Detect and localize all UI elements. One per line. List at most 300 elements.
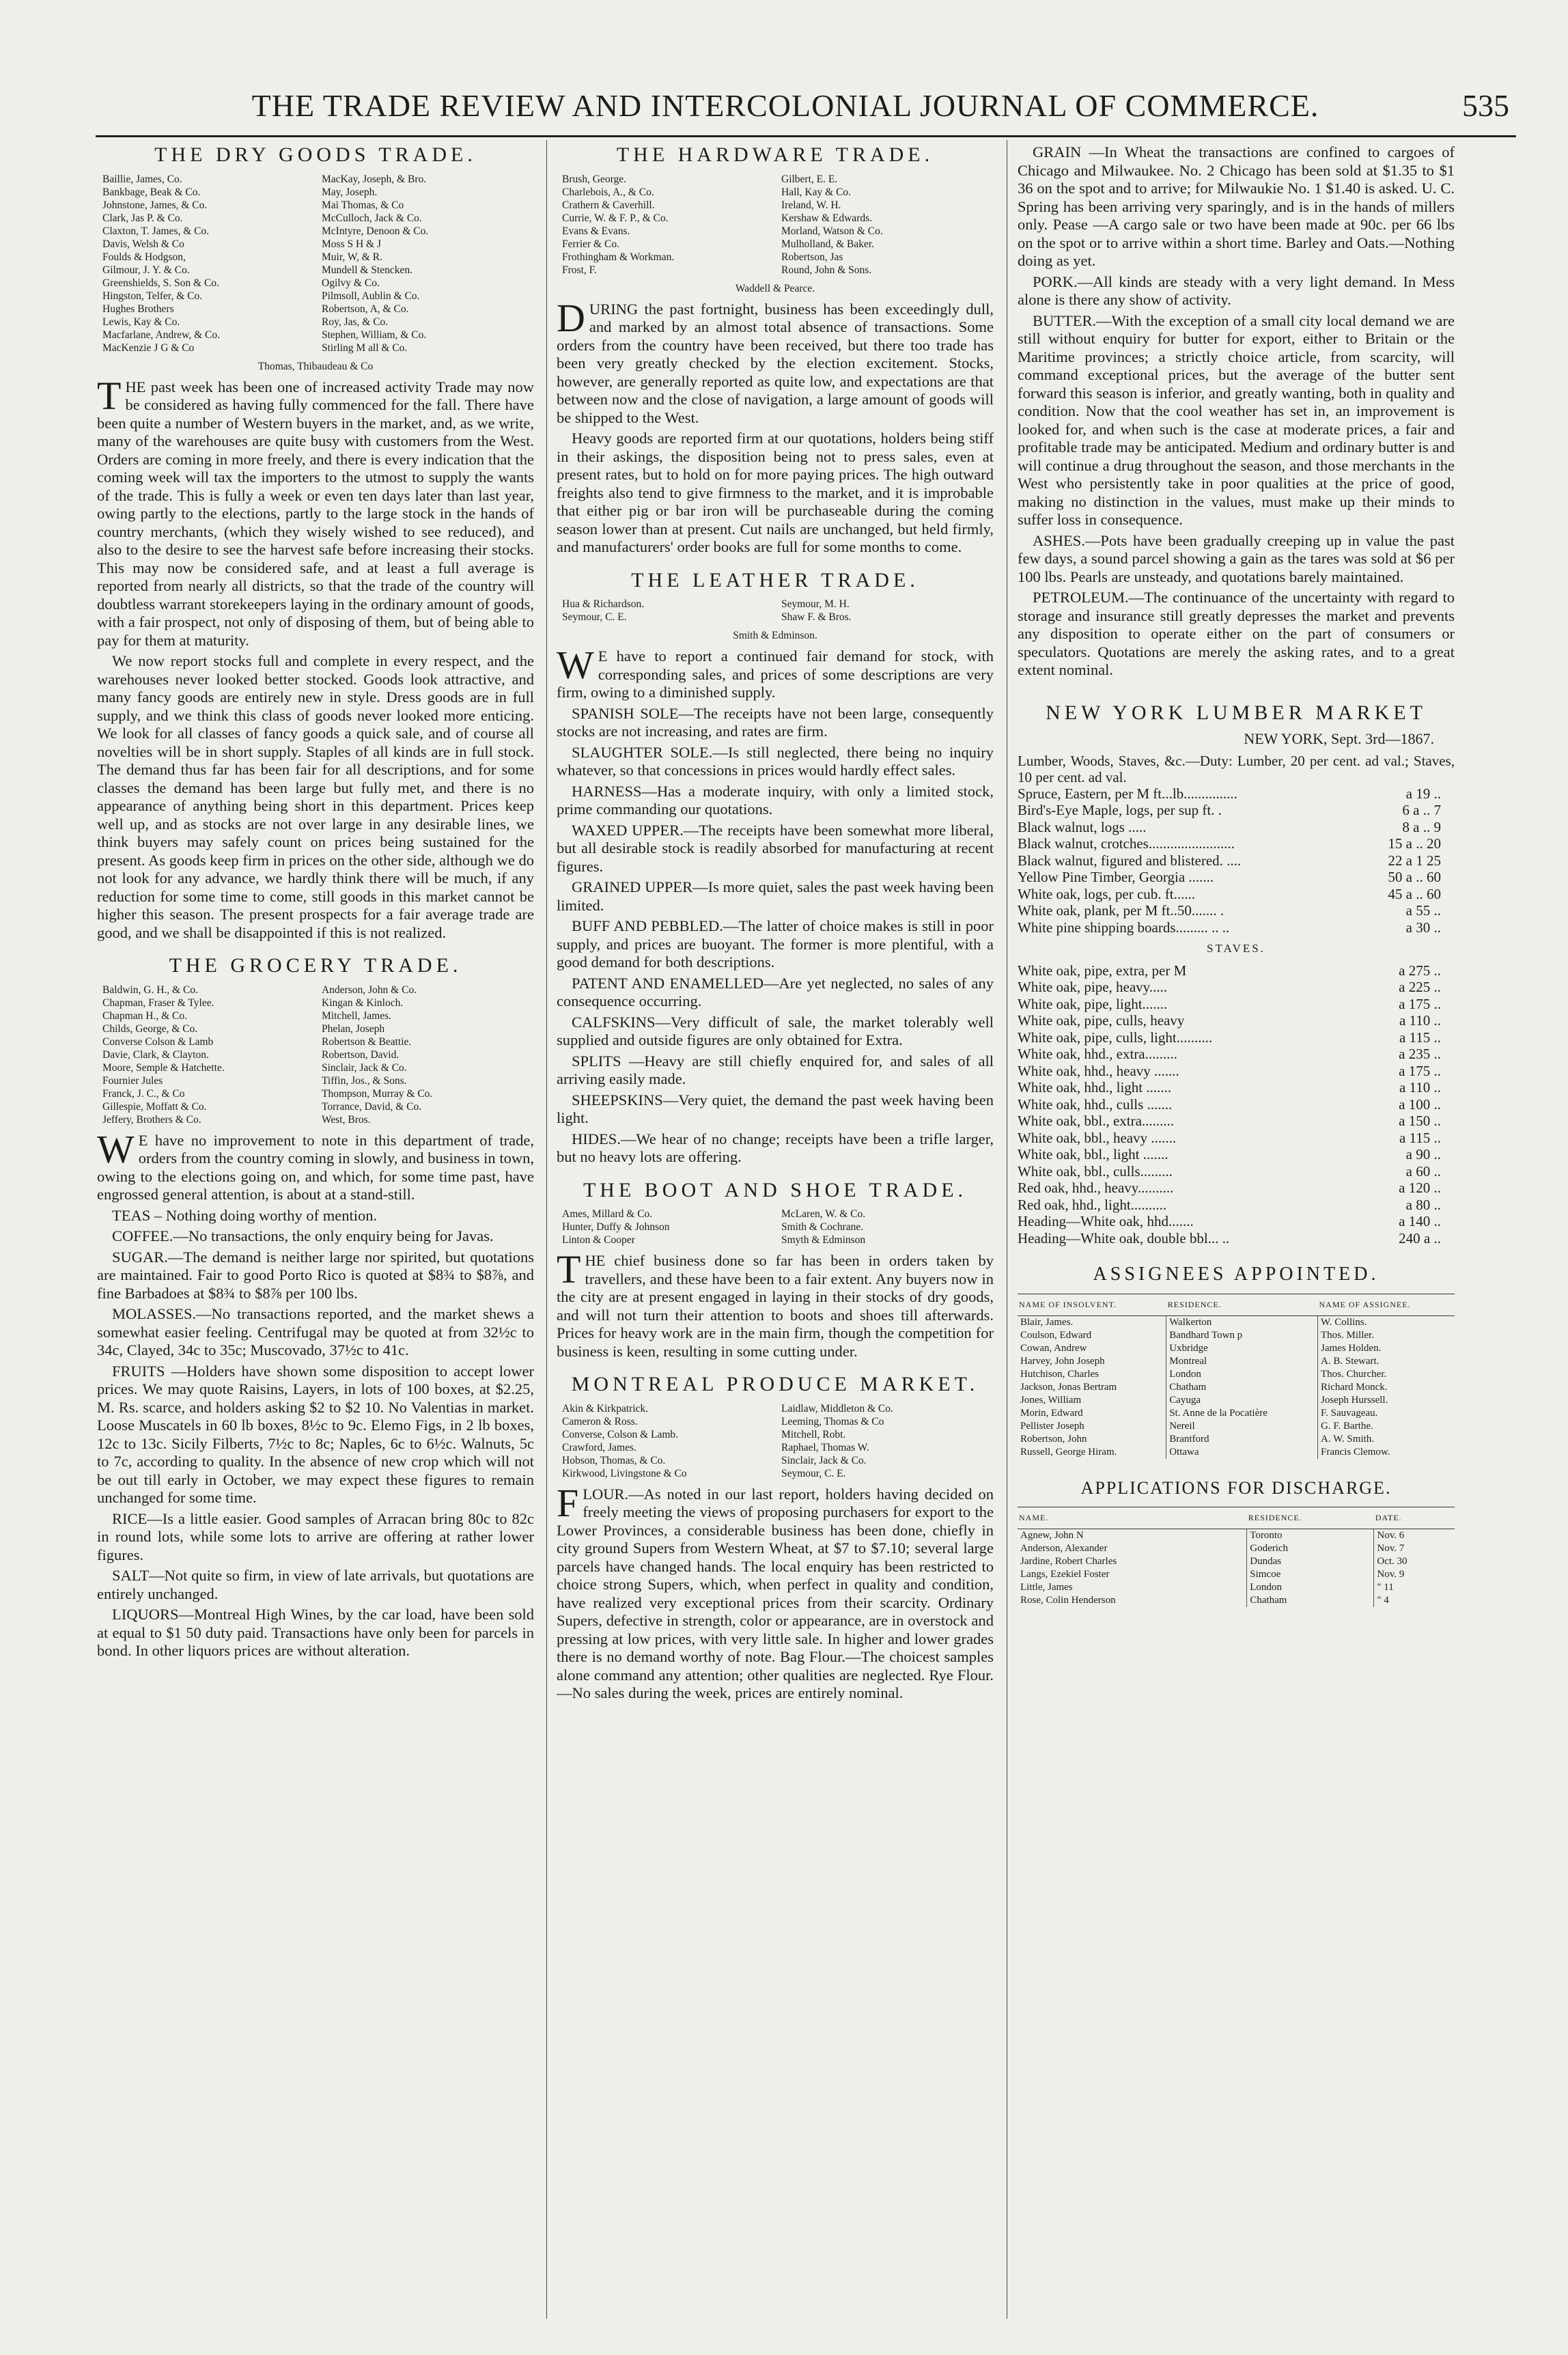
firm-name: Roy, Jas, & Co. — [322, 316, 389, 328]
produce-paragraph: PETROLEUM.—The continuance of the uncertainty with regard to storage and insurance still greatly depresses the market and prevents any disposition to operate either on the part of consumers or speculators. Quotations are merely the asking rates, and to a great extent nominal. — [1018, 589, 1455, 678]
leather-firm-last: Smith & Edminson. — [733, 630, 817, 641]
table-cell: Toronto — [1247, 1529, 1374, 1543]
table-cell: London — [1247, 1581, 1374, 1594]
firm-name: Torrance, David, & Co. — [322, 1100, 422, 1113]
table-cell: Rose, Colin Henderson — [1020, 1595, 1116, 1606]
firm-name: West, Bros. — [322, 1113, 371, 1126]
firm-name: McLaren, W. & Co. — [781, 1208, 866, 1220]
discharge-title: APPLICATIONS FOR DISCHARGE. — [1080, 1477, 1392, 1498]
produce-paragraph: ASHES.—Pots have been gradually creeping up in value the past few days, a sound parcel showing a gain as the tares was sold at $6 per 100 lbs. Pearls are unsteady, and quotations barely maintained. — [1018, 531, 1455, 585]
price-row — [1018, 1213, 1455, 1230]
table-cell: Simcoe — [1247, 1568, 1374, 1581]
firm-name: Seymour, C. E. — [562, 611, 627, 623]
hardware-paragraph: Heavy goods are reported firm at our quotations, holders being stiff in their askings, the disposition being not to press sales, even at present rates, but to hold on for more paying prices. The high outward freights also tend to give firmness to the market, and it is improbable that either pig or bar iron will be purchaseable during the coming season lower than at present. Cut nails are unchanged, but held firmly, and manufacturers' order books are full for some months to come. — [557, 430, 994, 555]
table-cell: Thos. Miller. — [1318, 1329, 1455, 1342]
table-cell: Langs, Ezekiel Foster — [1020, 1569, 1110, 1580]
price-value: 15 a .. 20 — [1388, 835, 1441, 852]
grocery-paragraph: TEAS – Nothing doing worthy of mention. — [112, 1206, 378, 1224]
firm-name: Jeffery, Brothers & Co. — [102, 1113, 201, 1126]
price-row — [1018, 996, 1455, 1013]
price-row — [1018, 1180, 1455, 1197]
price-row — [1018, 962, 1455, 979]
grocery-paragraph: MOLASSES.—No transactions reported, and the market shews a somewhat easier feeling. Centrifugal may be quoted at from 32½c to 34c, Clayed, 34c to 35c; Muscovado, 37½c to 41c. — [97, 1305, 534, 1358]
table-row — [1018, 1581, 1455, 1594]
table-cell: Chatham — [1166, 1381, 1318, 1394]
firm-name: Gilmour, J. Y. & Co. — [102, 264, 190, 276]
hardware-firm-list — [562, 173, 988, 277]
assignees-table — [1018, 1294, 1455, 1459]
table-cell: Oct. 30 — [1374, 1555, 1455, 1568]
price-value: a 19 .. — [1405, 785, 1441, 802]
price-item: Bird's-Eye Maple, logs, per sup ft. . — [1018, 802, 1222, 818]
firm-name: Hunter, Duffy & Johnson — [562, 1221, 670, 1233]
firm-name: Mai Thomas, & Co — [322, 199, 404, 211]
price-item: Spruce, Eastern, per M ft...lb............... — [1018, 785, 1237, 802]
grocery-paragraph: SUGAR.—The demand is neither large nor spirited, but quotations are maintained. Fair to good Porto Rico is quoted at $8¾ to $8⅞, and fine Barbadoes at $8¾ to $8⅞ per 100 lbs. — [97, 1248, 534, 1302]
price-item: Black walnut, logs ..... — [1018, 818, 1147, 835]
table-header: NAME. — [1018, 1507, 1247, 1529]
firm-name: Converse Colson & Lamb — [102, 1035, 214, 1048]
firm-name: Gillespie, Moffatt & Co. — [102, 1100, 207, 1113]
firm-name: Mundell & Stencken. — [322, 264, 413, 276]
price-value: a 120 .. — [1399, 1180, 1441, 1196]
table-row — [1018, 1420, 1455, 1433]
price-item: Heading—White oak, hhd....... — [1018, 1213, 1194, 1229]
price-item: Black walnut, crotches........................ — [1018, 835, 1235, 852]
price-row — [1018, 1163, 1455, 1180]
firm-name: Brush, George. — [562, 173, 626, 185]
leather-paragraph: HIDES.—We hear of no change; receipts have been a trifle larger, but no heavy lots are offering. — [557, 1130, 994, 1165]
dry-goods-firm-last: Thomas, Thibaudeau & Co — [257, 360, 374, 372]
table-cell: Joseph Hurssell. — [1318, 1394, 1455, 1407]
staves-price-list — [1018, 962, 1455, 1247]
price-value: a 235 .. — [1399, 1046, 1441, 1062]
firm-name: Converse, Colson & Lamb. — [562, 1428, 679, 1440]
firm-name: Seymour, M. H. — [781, 598, 850, 610]
dry-goods-paragraph: We now report stocks full and complete in every respect, and the warehouses never looked better stocked. Goods look attractive, and many fancy goods are entirely new in style. Dress goods are in full supply, and we think this class of goods never looked more enticing. We look for all classes of fancy goods a quick sale, and of course all novelties will be in short supply. Staples of all kinds are in full stock. The demand thus far has been fair for all descriptions, and for some classes the demand has been large but fully met, and there is no appearance of anything being short in this department. Prices keep well up, and as stocks are not over large in any desirable lines, we think buyers may safely count on prices being sustained for the present. As goods keep firm in prices on the other side, although we do not look for any advance, we hardly think there will be much, if any reduction for some time to come, still goods in this market cannot be higher this season. The present prospects for a fair average trade are good, and we shall be disappointed if this is not realized. — [97, 652, 534, 941]
firm-name: Kingan & Kinloch. — [322, 997, 404, 1009]
firm-name: Crawford, James. — [562, 1441, 636, 1453]
price-row — [1018, 869, 1455, 886]
firm-name: Bankbage, Beak & Co. — [102, 186, 201, 198]
table-cell: Thos. Churcher. — [1318, 1368, 1455, 1381]
firm-name: Kirkwood, Livingstone & Co — [562, 1467, 687, 1479]
produce-paragraph: FLOUR.—As noted in our last report, holders having decided on freely meeting the views of proposing purchasers for export to the Lower Provinces, a considerable business has been done, chiefly in city ground Supers from Western Wheat, at $7 to $7.10; several large parcels have changed hands. The local enquiry has been restricted to choice strong Supers, which, when perfect in quality and condition, have realized very exceptional prices from their scarcity. Ordinary Supers, defective in strength, color or appearance, are in overstock and pressing at low prices, with very little sale. In higher and lower grades there is no demand worthy of note. Bag Flour.—The choicest samples alone command any attention; other qualities are neglected. Rye Flour.—No sales during the week, prices are entirely nominal. — [557, 1480, 994, 1701]
table-cell: St. Anne de la Pocatière — [1166, 1407, 1318, 1420]
table-header: NAME OF INSOLVENT. — [1018, 1294, 1166, 1315]
price-row — [1018, 979, 1455, 996]
firm-name: Hughes Brothers — [102, 303, 174, 315]
boot-shoe-title: THE BOOT AND SHOE TRADE. — [583, 1178, 968, 1201]
leather-paragraph: GRAINED UPPER—Is more quiet, sales the past week having been limited. — [557, 878, 994, 914]
firm-name: Greenshields, S. Son & Co. — [102, 277, 219, 289]
price-item: White oak, hhd., light ....... — [1018, 1079, 1172, 1096]
price-value: a 140 .. — [1399, 1213, 1441, 1229]
price-item: White oak, logs, per cub. ft...... — [1018, 885, 1196, 902]
firm-name: Frothingham & Workman. — [562, 251, 675, 263]
price-item: White oak, pipe, extra, per M — [1018, 962, 1187, 979]
leather-paragraph: SPANISH SOLE—The receipts have not been large, consequently stocks are not increasing, and rates are firm. — [557, 704, 994, 740]
table-row — [1018, 1342, 1455, 1355]
table-cell: W. Collins. — [1318, 1315, 1455, 1329]
firm-name: Baldwin, G. H., & Co. — [102, 984, 198, 996]
leather-paragraph: CALFSKINS—Very difficult of sale, the market tolerably well supplied and outside figures are only obtained for Extra. — [557, 1013, 994, 1048]
firm-name: Claxton, T. James, & Co. — [102, 225, 210, 237]
price-item: White oak, hhd., heavy ....... — [1018, 1062, 1179, 1079]
firm-name: Macfarlane, Andrew, & Co. — [102, 329, 221, 341]
hardware-paragraph: DURING the past fortnight, business has been exceedingly dull, and marked by an almost total absence of transactions. Some orders from the country have been received, but there too trade has been very greatly checked by the election excitement. Stocks, however, are generally reported as quite low, and expectations are that between now and the close of navigation, a large amount of goods will be shipped to the West. — [557, 295, 994, 426]
firm-name: Davis, Welsh & Co — [102, 238, 184, 250]
price-row — [1018, 902, 1455, 919]
table-row — [1018, 1446, 1455, 1459]
price-row — [1018, 785, 1455, 803]
firm-name: Johnstone, James, & Co. — [102, 199, 208, 211]
table-cell: Agnew, John N — [1020, 1530, 1084, 1541]
table-row — [1018, 1394, 1455, 1407]
price-value: a 90 .. — [1405, 1146, 1441, 1162]
firm-name: Currie, W. & F. P., & Co. — [562, 212, 669, 224]
firm-name: Hua & Richardson. — [562, 598, 645, 610]
column-2 — [557, 143, 994, 2302]
price-value: 8 a .. 9 — [1402, 818, 1441, 835]
price-row — [1018, 1146, 1455, 1163]
hardware-firm-last: Waddell & Pearce. — [735, 282, 815, 294]
firm-name: MacKay, Joseph, & Bro. — [322, 173, 427, 185]
table-row — [1018, 1529, 1455, 1543]
table-cell: Dundas — [1247, 1555, 1374, 1568]
dry-goods-paragraph: THE past week has been one of increased activity Trade may now be considered as having fully commenced for the fall. There have been quite a number of Western buyers in the market, and, as we write, many of the warehouses are quite busy with customers from the West. Orders are coming in more freely, and there is every indication that the coming week will tax the importers to the utmost to supply the wants of the trade. This is fully a week or even ten days later than last year, owing partly to the elections, partly to the large stock in the hands of country merchants, (which they wisely wished to see reduced), and also to the desire to see the harvest safe before increasing their stocks. This may now be considered safe, and at least a full average is reported from nearly all districts, so that the trade of the country will doubtless warrant storekeepers laying in the ordinary amount of goods, with a fair prospect, not only of disposing of them, but of being able to pay for them at maturity. — [97, 373, 534, 649]
grocery-firm-list — [102, 984, 529, 1126]
firm-name: Baillie, James, Co. — [102, 173, 182, 185]
table-row — [1018, 1594, 1455, 1607]
lumber-title: NEW YORK LUMBER MARKET — [1046, 701, 1427, 724]
price-value: a 30 .. — [1405, 919, 1441, 936]
firm-name: Stirling M all & Co. — [322, 342, 408, 354]
price-item: Yellow Pine Timber, Georgia ....... — [1018, 869, 1214, 885]
price-value: 45 a .. 60 — [1388, 885, 1441, 902]
table-cell: Francis Clemow. — [1318, 1446, 1455, 1459]
table-cell: London — [1166, 1368, 1318, 1381]
page-header — [109, 87, 1509, 128]
table-row — [1018, 1407, 1455, 1420]
produce-paragraph: PORK.—All kinds are steady with a very light demand. In Mess alone is there any show of activity. — [1018, 273, 1455, 308]
price-value: 50 a .. 60 — [1388, 869, 1441, 885]
price-row — [1018, 1029, 1455, 1046]
price-value: 22 a 1 25 — [1388, 852, 1441, 869]
price-item: White pine shipping boards......... .. .. — [1018, 919, 1230, 936]
firm-name: Moore, Semple & Hatchette. — [102, 1061, 225, 1074]
leather-paragraph: SPLITS —Heavy are still chiefly enquired for, and sales of all arriving easily made. — [557, 1052, 994, 1087]
firm-name: Hingston, Telfer, & Co. — [102, 290, 203, 302]
price-row — [1018, 1063, 1455, 1080]
table-cell: Goderich — [1247, 1542, 1374, 1555]
price-item: White oak, pipe, heavy..... — [1018, 979, 1168, 995]
table-cell: Nereil — [1166, 1420, 1318, 1433]
table-cell: Robertson, John — [1020, 1433, 1087, 1445]
table-row — [1018, 1315, 1455, 1329]
price-value: a 225 .. — [1399, 979, 1441, 995]
firm-name: MacKenzie J G & Co — [102, 342, 195, 354]
firm-name: Cameron & Ross. — [562, 1415, 638, 1427]
price-row — [1018, 802, 1455, 819]
firm-name: Stephen, William, & Co. — [322, 329, 427, 341]
firm-name: Leeming, Thomas & Co — [781, 1415, 884, 1427]
firm-name: Moss S H & J — [322, 238, 381, 250]
firm-name: McCulloch, Jack & Co. — [322, 212, 422, 224]
table-cell: Little, James — [1020, 1582, 1073, 1593]
price-value: a 150 .. — [1399, 1113, 1441, 1129]
table-cell: Harvey, John Joseph — [1020, 1355, 1105, 1367]
firm-name: Charlebois, A., & Co. — [562, 186, 654, 198]
firm-name: Kershaw & Edwards. — [781, 212, 873, 224]
table-header: DATE. — [1374, 1507, 1455, 1529]
price-row — [1018, 835, 1455, 852]
price-value: 6 a .. 7 — [1402, 802, 1441, 818]
price-value: a 110 .. — [1399, 1012, 1441, 1029]
produce-firm-list — [562, 1402, 988, 1480]
grocery-paragraph: RICE—Is a little easier. Good samples of Arracan bring 80c to 82c in round lots, while some lots to arrive are offering at rather lower figures. — [97, 1509, 534, 1563]
table-cell: Uxbridge — [1166, 1342, 1318, 1355]
table-cell: Jackson, Jonas Bertram — [1020, 1381, 1117, 1393]
firm-name: McIntyre, Denoon & Co. — [322, 225, 429, 237]
firm-name: Robertson, David. — [322, 1048, 400, 1061]
price-row — [1018, 1046, 1455, 1063]
table-row — [1018, 1381, 1455, 1394]
firm-name: Fournier Jules — [102, 1074, 163, 1087]
header-rule — [96, 135, 1516, 137]
price-value: a 110 .. — [1399, 1079, 1441, 1096]
price-item: White oak, plank, per M ft..50....... . — [1018, 902, 1224, 919]
table-row — [1018, 1329, 1455, 1342]
table-cell: Jardine, Robert Charles — [1020, 1556, 1117, 1567]
table-cell: Anderson, Alexander — [1020, 1543, 1108, 1554]
page-number: 535 — [1462, 88, 1509, 123]
firm-name: Seymour, C. E. — [781, 1467, 846, 1479]
price-value: a 175 .. — [1399, 995, 1441, 1012]
leather-paragraph: WAXED UPPER.—The receipts have been somewhat more liberal, but all desirable stock is readily absorbed for manufacturing at recent figures. — [557, 821, 994, 875]
table-cell: " 4 — [1374, 1594, 1455, 1607]
price-row — [1018, 1012, 1455, 1029]
leather-paragraph: PATENT AND ENAMELLED—Are yet neglected, no sales of any consequence occurring. — [557, 974, 994, 1009]
firm-name: Phelan, Joseph — [322, 1022, 385, 1035]
firm-name: Laidlaw, Middleton & Co. — [781, 1402, 893, 1415]
firm-name: Pilmsoll, Aublin & Co. — [322, 290, 420, 302]
table-cell: A. W. Smith. — [1318, 1433, 1455, 1446]
leather-title: THE LEATHER TRADE. — [631, 568, 919, 591]
price-item: White oak, bbl., culls......... — [1018, 1162, 1173, 1180]
leather-firm-list — [562, 598, 988, 624]
firm-name: Ogilvy & Co. — [322, 277, 380, 289]
firm-name: Mulholland, & Baker. — [781, 238, 875, 250]
table-cell: " 11 — [1374, 1581, 1455, 1594]
price-item: White oak, hhd., extra......... — [1018, 1046, 1177, 1062]
price-item: White oak, bbl., light ....... — [1018, 1146, 1168, 1162]
table-cell: Blair, James. — [1020, 1316, 1074, 1328]
table-cell: Montreal — [1166, 1355, 1318, 1368]
table-header: NAME OF ASSIGNEE. — [1318, 1294, 1455, 1315]
firm-name: Mitchell, Robt. — [781, 1428, 846, 1440]
table-cell: F. Sauvageau. — [1318, 1407, 1455, 1420]
boot-shoe-firm-list — [562, 1208, 988, 1246]
price-row — [1018, 852, 1455, 869]
price-row — [1018, 886, 1455, 903]
price-value: a 275 .. — [1399, 962, 1441, 979]
lumber-dateline: NEW YORK, Sept. 3rd—1867. — [1244, 730, 1434, 747]
grocery-paragraph: COFFEE.—No transactions, the only enquiry being for Javas. — [112, 1227, 494, 1244]
price-row — [1018, 819, 1455, 836]
firm-name: Sinclair, Jack & Co. — [322, 1061, 407, 1074]
firm-name: Anderson, John & Co. — [322, 984, 417, 996]
table-header: RESIDENCE. — [1247, 1507, 1374, 1529]
firm-name: Clark, Jas P. & Co. — [102, 212, 183, 224]
price-row — [1018, 1197, 1455, 1214]
lumber-intro: Lumber, Woods, Staves, &c.—Duty: Lumber, 20 per cent. ad val.; Staves, 10 per cent. ad val. — [1018, 752, 1455, 785]
table-row — [1018, 1368, 1455, 1381]
price-value: a 80 .. — [1405, 1196, 1441, 1213]
firm-name: Morland, Watson & Co. — [781, 225, 883, 237]
firm-name: Chapman H., & Co. — [102, 1009, 187, 1022]
firm-name: Hall, Kay & Co. — [781, 186, 852, 198]
price-item: White oak, bbl., heavy ....... — [1018, 1129, 1177, 1146]
table-cell: Nov. 6 — [1374, 1529, 1455, 1543]
price-row — [1018, 1113, 1455, 1130]
lumber-price-list — [1018, 785, 1455, 936]
firm-name: Ireland, W. H. — [781, 199, 841, 211]
firm-name: Ames, Millard & Co. — [562, 1208, 653, 1220]
leather-paragraph: SHEEPSKINS—Very quiet, the demand the past week having been light. — [557, 1091, 994, 1126]
price-item: White oak, bbl., extra......... — [1018, 1113, 1175, 1129]
discharge-table — [1018, 1507, 1455, 1607]
firm-name: Gilbert, E. E. — [781, 173, 838, 185]
table-cell: A. B. Stewart. — [1318, 1355, 1455, 1368]
price-row — [1018, 919, 1455, 936]
price-value: a 115 .. — [1399, 1129, 1441, 1146]
table-cell: Russell, George Hiram. — [1020, 1446, 1117, 1458]
firm-name: Foulds & Hodgson, — [102, 251, 186, 263]
price-row — [1018, 1079, 1455, 1096]
leather-paragraph: HARNESS—Has a moderate inquiry, with only a limited stock, prime commanding our quotations. — [557, 782, 994, 818]
firm-name: Akin & Kirkpatrick. — [562, 1402, 649, 1415]
firm-name: Robertson, Jas — [781, 251, 843, 263]
table-cell: Morin, Edward — [1020, 1407, 1083, 1419]
firm-name: Round, John & Sons. — [781, 264, 872, 276]
price-item: Red oak, hhd., light.......... — [1018, 1196, 1167, 1213]
table-cell: Walkerton — [1166, 1315, 1318, 1329]
table-cell: Nov. 9 — [1374, 1568, 1455, 1581]
price-value: a 60 .. — [1405, 1162, 1441, 1180]
column-3 — [1018, 143, 1455, 2302]
price-item: White oak, pipe, culls, heavy — [1018, 1012, 1185, 1029]
firm-name: Raphael, Thomas W. — [781, 1441, 869, 1453]
grocery-title: THE GROCERY TRADE. — [169, 954, 462, 977]
firm-name: Shaw F. & Bros. — [781, 611, 852, 623]
table-cell: Chatham — [1247, 1594, 1374, 1607]
table-cell: Coulson, Edward — [1020, 1329, 1092, 1341]
grocery-paragraph: SALT—Not quite so firm, in view of late arrivals, but quotations are entirely unchanged. — [97, 1567, 534, 1602]
boot-shoe-paragraph: THE chief business done so far has been in orders taken by travellers, and these have been to a fair extent. Any buyers now in the city are at present engaged in laying in their stocks of dry goods, and will not turn their attention to boots and shoes till afterwards. Prices for heavy work are in the main firm, though the competition for business is keen, resulting in some cutting under. — [557, 1247, 994, 1360]
table-cell: Hutchison, Charles — [1020, 1368, 1099, 1380]
price-row — [1018, 1096, 1455, 1113]
table-cell: Cayuga — [1166, 1394, 1318, 1407]
column-1 — [97, 143, 534, 2302]
firm-name: Robertson & Beattie. — [322, 1035, 412, 1048]
price-row — [1018, 1130, 1455, 1147]
price-item: White oak, pipe, light....... — [1018, 995, 1168, 1012]
leather-paragraph: BUFF AND PEBBLED.—The latter of choice makes is still in poor supply, and prices are buoyant. The former is more plentiful, with a good demand for both descriptions. — [557, 917, 994, 971]
firm-name: Chapman, Fraser & Tylee. — [102, 997, 214, 1009]
price-item: White oak, hhd., culls ....... — [1018, 1096, 1173, 1113]
firm-name: Smyth & Edminson — [781, 1234, 866, 1246]
price-item: Heading—White oak, double bbl... .. — [1018, 1229, 1230, 1246]
firm-name: Thompson, Murray & Co. — [322, 1087, 433, 1100]
table-cell: Jones, William — [1020, 1394, 1082, 1406]
dry-goods-firm-list — [102, 173, 529, 354]
price-value: 240 a .. — [1399, 1229, 1441, 1246]
firm-name: Muir, W, & R. — [322, 251, 382, 263]
firm-name: Childs, George, & Co. — [102, 1022, 198, 1035]
leather-paragraph: SLAUGHTER SOLE.—Is still neglected, there being no inquiry whatever, so that concessions in prices would hardly effect sales. — [557, 743, 994, 779]
leather-paragraph: WE have to report a continued fair demand for stock, with corresponding sales, and prices of some descriptions are very firm, owing to a diminished supply. — [557, 643, 994, 701]
price-value: a 115 .. — [1399, 1029, 1441, 1046]
table-cell: Ottawa — [1166, 1446, 1318, 1459]
table-cell: Nov. 7 — [1374, 1542, 1455, 1555]
table-cell: Cowan, Andrew — [1020, 1342, 1087, 1354]
price-item: Black walnut, figured and blistered. .... — [1018, 852, 1242, 869]
produce-paragraph: GRAIN —In Wheat the transactions are confined to cargoes of Chicago and Milwaukee. No. 2 Chicago has been sold at $1.35 to $1 36 on the spot and to arrive; for Milwaukie No. 1 $1.40 is asked. U. C. Spring has been arriving very sparingly, and is in the hands of millers only. Pease —A cargo sale or two have been made at 90c. per 66 lbs on the spot or to arrive within a short time. Barley and Oats.—Nothing doing as yet. — [1018, 143, 1455, 269]
firm-name: Tiffin, Jos., & Sons. — [322, 1074, 407, 1087]
produce-title: MONTREAL PRODUCE MARKET. — [571, 1373, 979, 1395]
table-row — [1018, 1355, 1455, 1368]
firm-name: Robertson, A, & Co. — [322, 303, 409, 315]
firm-name: Hobson, Thomas, & Co. — [562, 1454, 666, 1466]
staves-label: STAVES. — [1207, 942, 1265, 955]
table-row — [1018, 1568, 1455, 1581]
produce-paragraph: BUTTER.—With the exception of a small city local demand we are still without enquiry for butter for export, either to Britain or the Maritime provinces; a strictly choice article, from scarcity, will command exceptional prices, but the average of the butter sent forward this season is inferior, and greatly wanting, both in quality and condition. Now that the cool weather has set in, an improvement is looked for, and when such is the case at moderate prices, a fair and profitable trade may be anticipated. Medium and ordinary butter is and will continue a drug throughout the season, and those merchants in the West who persistently take in poor qualities at the price of good, making no distinction in the values, must make up their minds to suffer loss in consequence. — [1018, 311, 1455, 528]
firm-name: Sinclair, Jack & Co. — [781, 1454, 867, 1466]
firm-name: Ferrier & Co. — [562, 238, 619, 250]
journal-title: THE TRADE REVIEW AND INTERCOLONIAL JOURNAL OF COMMERCE. — [251, 88, 1319, 123]
price-value: a 55 .. — [1405, 902, 1441, 919]
table-cell: Pellister Joseph — [1020, 1420, 1084, 1432]
table-cell: Richard Monck. — [1318, 1381, 1455, 1394]
table-row — [1018, 1555, 1455, 1568]
firm-name: Linton & Cooper — [562, 1234, 635, 1246]
table-cell: Bandhard Town p — [1166, 1329, 1318, 1342]
assignees-title: ASSIGNEES APPOINTED. — [1093, 1264, 1380, 1285]
price-item: White oak, pipe, culls, light.......... — [1018, 1029, 1213, 1046]
firm-name: May, Joseph. — [322, 186, 378, 198]
firm-name: Davie, Clark, & Clayton. — [102, 1048, 209, 1061]
firm-name: Evans & Evans. — [562, 225, 630, 237]
firm-name: Lewis, Kay & Co. — [102, 316, 180, 328]
table-cell: G. F. Barthe. — [1318, 1420, 1455, 1433]
column-divider — [546, 140, 547, 2319]
grocery-paragraph: WE have no improvement to note in this department of trade, orders from the country coming in slowly, and business in town, owing to the elections going on, and which, for some time past, have engrossed general attention, is about at a stand-still. — [97, 1126, 534, 1203]
table-header: RESIDENCE. — [1166, 1294, 1318, 1315]
price-row — [1018, 1230, 1455, 1247]
table-row — [1018, 1433, 1455, 1446]
firm-name: Frost, F. — [562, 264, 597, 276]
price-value: a 100 .. — [1399, 1096, 1441, 1113]
grocery-paragraph: LIQUORS—Montreal High Wines, by the car load, have been sold at equal to $1 50 duty paid. Transactions have only been for parcels in bond. In other liquors prices are without alteration. — [97, 1606, 534, 1659]
table-row — [1018, 1542, 1455, 1555]
price-value: a 175 .. — [1399, 1062, 1441, 1079]
hardware-title: THE HARDWARE TRADE. — [616, 143, 934, 166]
firm-name: Crathern & Caverhill. — [562, 199, 655, 211]
table-cell: James Holden. — [1318, 1342, 1455, 1355]
price-item: Red oak, hhd., heavy.......... — [1018, 1180, 1174, 1196]
firm-name: Smith & Cochrane. — [781, 1221, 864, 1233]
